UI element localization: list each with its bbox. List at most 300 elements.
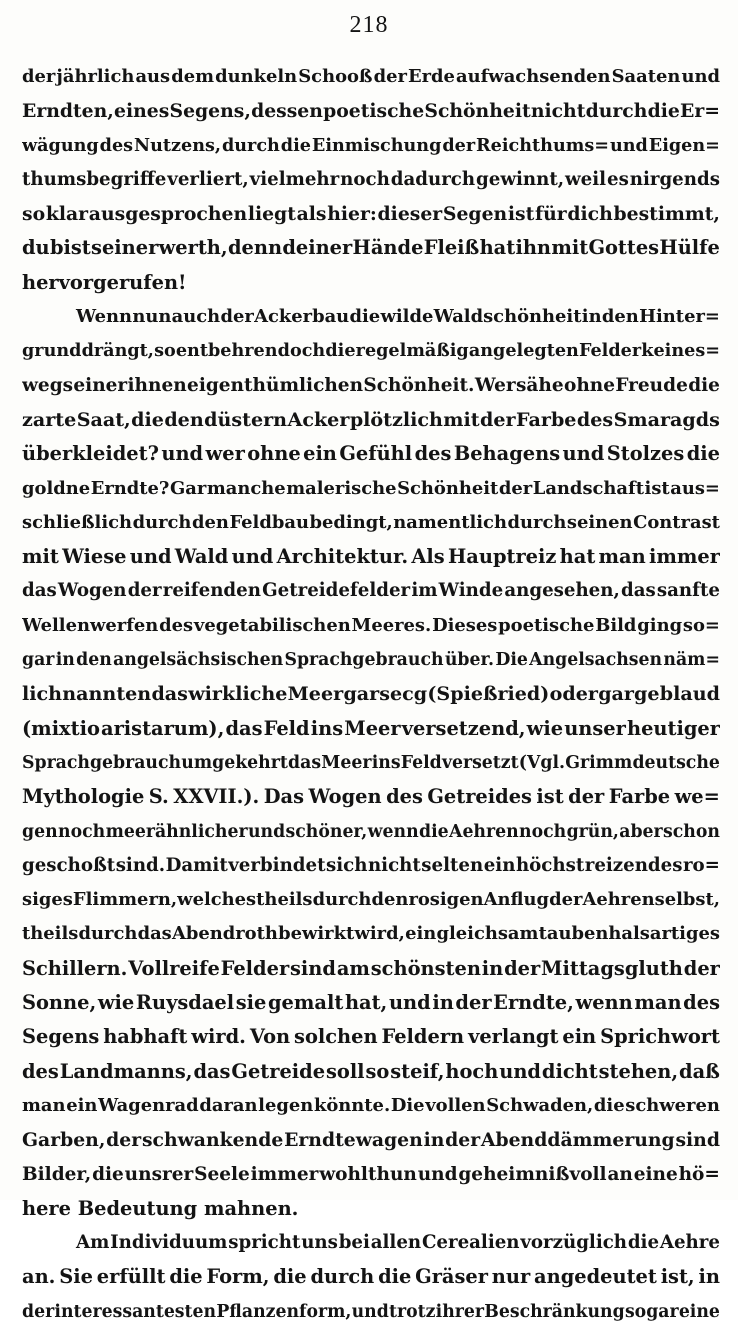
word: Reichthums= xyxy=(476,134,610,156)
word: durch xyxy=(132,511,192,533)
word: drängt, xyxy=(81,340,154,362)
word: plötzlich xyxy=(349,407,443,431)
word: der xyxy=(220,306,254,328)
word: die xyxy=(688,374,720,396)
word: habhaft xyxy=(103,1025,188,1049)
word: deutsche xyxy=(632,752,720,773)
text-line xyxy=(22,94,720,128)
word: in xyxy=(423,1129,445,1152)
word: die xyxy=(627,1232,660,1254)
word: wie xyxy=(97,991,135,1015)
word: ins xyxy=(310,716,344,740)
word: stehen, xyxy=(598,1059,679,1083)
text-line xyxy=(22,609,720,643)
word: sind xyxy=(290,956,336,980)
word: durch xyxy=(78,923,138,945)
word: (Vgl. xyxy=(518,752,566,773)
word: schwankende xyxy=(141,1129,284,1152)
word: Saat, xyxy=(76,407,131,431)
word: über. xyxy=(444,650,495,671)
word: welches xyxy=(177,889,257,911)
word: XXVII.). xyxy=(173,785,260,809)
word: der xyxy=(568,785,605,809)
word: vorzüglich xyxy=(520,1232,628,1254)
word: zarte xyxy=(22,407,77,431)
text-line xyxy=(22,815,720,849)
word: eigenthümlichen xyxy=(187,374,364,396)
word: Ackerbau xyxy=(254,306,350,328)
word: poetische xyxy=(323,100,425,123)
word: sie xyxy=(235,991,267,1015)
word: durch xyxy=(310,1265,375,1289)
word: Aehren xyxy=(582,889,655,911)
word: geheimnißvoll xyxy=(458,1163,607,1185)
word: Freude xyxy=(615,374,688,396)
word: interessantesten xyxy=(54,1301,217,1322)
word: Gottes xyxy=(588,236,660,260)
word: Wagenrad xyxy=(98,1094,199,1116)
word: im xyxy=(411,580,438,602)
word: ausgesprochen xyxy=(88,203,248,226)
word: Segen xyxy=(442,203,508,226)
word: Von xyxy=(249,1025,291,1049)
word: Stolzes xyxy=(606,442,685,466)
word: aufwachsenden xyxy=(456,66,611,87)
word: und xyxy=(681,66,720,87)
word: und xyxy=(562,442,605,466)
word: so xyxy=(365,1059,390,1083)
word: S. xyxy=(148,785,169,809)
page-number: 218 xyxy=(349,12,389,38)
word: bestimmt, xyxy=(613,203,720,226)
word: nirgends xyxy=(629,168,720,190)
word: der xyxy=(504,956,541,980)
text-line xyxy=(22,1089,720,1123)
text-line xyxy=(22,1295,720,1329)
word: dadurch xyxy=(390,168,476,190)
word: überkleidet? xyxy=(22,442,159,466)
word: Gefühl xyxy=(339,442,413,466)
word: Fleiß xyxy=(423,236,480,260)
word: man xyxy=(634,991,682,1015)
word: wird. xyxy=(191,1025,246,1049)
word: Das xyxy=(263,785,305,809)
word: gemalt xyxy=(268,991,344,1015)
word: Abenddämmerung xyxy=(480,1129,675,1152)
text-line xyxy=(22,780,720,814)
word: garge xyxy=(598,682,660,706)
word: Wogen xyxy=(308,785,382,809)
word: den xyxy=(601,306,639,328)
word: an xyxy=(607,1163,633,1185)
word: des xyxy=(576,407,614,431)
word: die xyxy=(273,1265,307,1289)
word: Schooß xyxy=(298,66,373,87)
word: Waldschönheit xyxy=(433,306,582,328)
word: hervorgerufen! xyxy=(22,270,187,294)
word: verliert, xyxy=(167,168,249,190)
text-line xyxy=(22,129,720,163)
word: Saaten xyxy=(611,66,681,87)
word: angesehen, xyxy=(504,580,620,602)
word: Abendroth xyxy=(171,923,278,945)
word: daß xyxy=(679,1059,720,1083)
word: hat xyxy=(479,236,516,260)
word: oder xyxy=(549,682,598,706)
word: man xyxy=(598,545,646,569)
word: so xyxy=(22,203,46,226)
word: Eigen= xyxy=(648,134,720,156)
word: Beschränkung xyxy=(484,1301,625,1322)
word: bei xyxy=(338,1232,370,1254)
text-line xyxy=(22,883,720,917)
word: Flimmern, xyxy=(72,889,178,911)
word: wegs xyxy=(22,374,74,396)
word: unser xyxy=(564,716,626,740)
word: Bedeutung xyxy=(77,1196,198,1220)
word: mahnen. xyxy=(203,1196,299,1220)
word: es xyxy=(607,168,629,190)
word: sich xyxy=(326,854,368,876)
word: und xyxy=(609,134,648,156)
word: regelmäßig xyxy=(355,340,469,362)
word: Sie xyxy=(59,1265,93,1289)
word: Dieses xyxy=(432,614,498,636)
word: seiner xyxy=(91,236,159,260)
word: des xyxy=(99,134,134,156)
word: aber xyxy=(619,821,663,842)
text-line xyxy=(22,986,720,1020)
word: dem xyxy=(171,66,215,87)
word: Schönheit xyxy=(397,477,499,499)
word: blaud xyxy=(659,682,720,706)
word: des xyxy=(414,442,452,466)
word: aus xyxy=(135,66,171,87)
word: der xyxy=(480,407,516,431)
word: ein xyxy=(562,1025,597,1049)
word: Wenn xyxy=(76,306,133,328)
word: des xyxy=(22,1059,59,1083)
word: grund xyxy=(22,340,82,362)
word: Getreide xyxy=(231,1059,326,1083)
word: erfüllt xyxy=(96,1265,166,1289)
word: Hände xyxy=(352,236,424,260)
word: als xyxy=(296,203,327,226)
word: angelegten xyxy=(468,340,579,362)
word: verbindet xyxy=(228,854,326,876)
word: dicht xyxy=(541,1059,598,1083)
word: versetzt xyxy=(441,752,519,773)
word: der xyxy=(683,956,720,980)
word: immer xyxy=(250,1163,319,1185)
word: ihn xyxy=(515,236,552,260)
word: Schillern. xyxy=(22,956,128,980)
word: Als xyxy=(411,545,445,569)
text-line xyxy=(22,917,720,951)
word: den xyxy=(371,889,409,911)
word: Gräser xyxy=(415,1265,488,1289)
text-line xyxy=(22,677,720,711)
word: (Spießried) xyxy=(427,682,550,706)
word: ein xyxy=(303,442,337,466)
word: schließlich xyxy=(22,511,133,533)
word: geschoßt xyxy=(22,854,116,876)
word: nun xyxy=(132,306,172,328)
word: nannten xyxy=(62,682,152,706)
word: Bilder, xyxy=(22,1163,92,1185)
word: Contrast xyxy=(633,511,720,533)
word: goldne xyxy=(22,477,91,499)
text-line xyxy=(22,712,720,746)
word: immer xyxy=(648,545,720,569)
word: gen xyxy=(22,821,58,842)
word: das xyxy=(193,1059,231,1083)
word: die xyxy=(92,1163,124,1185)
word: eine xyxy=(678,1301,720,1322)
word: Ruysdael xyxy=(135,991,235,1015)
word: gleichsam xyxy=(436,923,539,945)
word: wirkliche xyxy=(188,682,288,706)
word: Einmischung xyxy=(311,134,442,156)
word: gar xyxy=(22,650,55,671)
word: Segens xyxy=(22,1025,100,1049)
word: daran xyxy=(199,1094,258,1116)
word: ihnen xyxy=(127,374,187,396)
word: in xyxy=(432,991,454,1015)
word: mit xyxy=(551,236,589,260)
word: das xyxy=(22,580,57,602)
word: in xyxy=(481,956,504,980)
text-line xyxy=(22,369,720,403)
word: der xyxy=(106,1129,142,1152)
word: sind xyxy=(675,1129,720,1152)
word: weil xyxy=(565,168,607,190)
word: malerische xyxy=(286,477,397,499)
word: wägung xyxy=(22,134,99,156)
text-line xyxy=(22,231,720,265)
word: der xyxy=(445,1129,481,1152)
word: Feldbau xyxy=(229,511,309,533)
word: jährlich xyxy=(56,66,135,87)
word: die xyxy=(378,1265,412,1289)
word: schweren xyxy=(625,1094,720,1116)
word: Die xyxy=(495,650,528,671)
word: versetzend, xyxy=(401,716,526,740)
word: Wer xyxy=(474,374,516,396)
word: ins xyxy=(371,752,401,773)
word: Acker xyxy=(287,407,350,431)
text-line xyxy=(22,1226,720,1260)
word: der xyxy=(22,1301,55,1322)
word: Wogen xyxy=(57,580,127,602)
word: namentlich xyxy=(393,511,507,533)
word: die xyxy=(169,1265,203,1289)
word: sähe xyxy=(516,374,564,396)
word: garsecg xyxy=(343,682,428,706)
word: Farbe xyxy=(608,785,671,809)
word: gewinnt, xyxy=(476,168,565,190)
word: wilde xyxy=(380,306,434,328)
word: Feld xyxy=(400,752,442,773)
word: des xyxy=(386,785,423,809)
word: Landmanns, xyxy=(59,1059,193,1083)
word: für xyxy=(535,203,567,226)
word: den xyxy=(191,511,229,533)
word: hat, xyxy=(344,991,388,1015)
text-line xyxy=(22,1192,720,1226)
text-line xyxy=(22,574,720,608)
word: heutiger xyxy=(626,716,720,740)
word: umgekehrt xyxy=(181,752,288,773)
word: durch xyxy=(507,511,567,533)
word: hier: xyxy=(327,203,377,226)
word: auch xyxy=(171,306,221,328)
word: Erde xyxy=(407,66,455,87)
word: Am xyxy=(76,1232,110,1254)
word: liegt xyxy=(247,203,296,226)
word: vollen xyxy=(425,1094,486,1116)
word: das xyxy=(137,923,172,945)
word: Grimm xyxy=(565,752,633,773)
text-line xyxy=(22,266,720,300)
word: und xyxy=(161,442,204,466)
word: Wellenwerfen xyxy=(22,614,159,636)
word: ging xyxy=(637,614,683,636)
word: Schönheit. xyxy=(363,374,475,396)
word: Meeres. xyxy=(351,614,432,636)
word: seinen xyxy=(566,511,633,533)
word: ein xyxy=(66,1094,98,1116)
word: einer xyxy=(73,374,128,396)
word: angedeutet xyxy=(534,1265,657,1289)
word: vegetabilischen xyxy=(193,614,351,636)
word: Vollreife xyxy=(128,956,220,980)
word: die xyxy=(419,821,449,842)
word: und xyxy=(417,1163,458,1185)
word: nur xyxy=(491,1265,531,1289)
word: hat xyxy=(559,545,596,569)
word: Pflanzenform, xyxy=(216,1301,352,1322)
word: selbst, xyxy=(654,889,720,911)
word: bedingt, xyxy=(309,511,393,533)
word: düstern xyxy=(204,407,288,431)
text-line xyxy=(22,506,720,540)
word: Angelsachsen xyxy=(529,650,663,671)
word: thumsbegriffe xyxy=(22,168,167,190)
word: Erndte, xyxy=(493,991,574,1015)
word: grün, xyxy=(566,821,619,842)
word: Cerealien xyxy=(421,1232,520,1254)
text-line xyxy=(22,1020,720,1054)
word: das xyxy=(225,716,263,740)
word: und xyxy=(129,545,172,569)
word: wenn xyxy=(367,821,419,842)
word: ist xyxy=(644,477,670,499)
word: der xyxy=(373,66,407,87)
word: dunkeln xyxy=(215,66,298,87)
word: das xyxy=(620,580,656,602)
word: werth, xyxy=(158,236,228,260)
word: Aehren xyxy=(449,821,519,842)
word: Wiese xyxy=(62,545,127,569)
word: Hauptreiz xyxy=(447,545,557,569)
word: wird, xyxy=(354,923,405,945)
word: Nutzens, xyxy=(134,134,222,156)
word: trotz xyxy=(389,1301,436,1322)
text-line xyxy=(22,952,720,986)
word: Die xyxy=(390,1094,425,1116)
word: Aehre xyxy=(659,1232,720,1254)
word: rosigen xyxy=(408,889,484,911)
word: den xyxy=(164,407,204,431)
word: klar xyxy=(45,203,89,226)
word: in xyxy=(55,650,75,671)
word: könnte. xyxy=(313,1094,391,1116)
word: uns xyxy=(301,1232,338,1254)
text-line xyxy=(22,1123,720,1157)
word: ein xyxy=(483,854,516,876)
word: theils xyxy=(256,889,313,911)
text-line xyxy=(22,1055,720,1089)
word: in xyxy=(698,1265,720,1289)
word: allen xyxy=(370,1232,422,1254)
text-line xyxy=(22,472,720,506)
word: Garben, xyxy=(22,1129,106,1152)
word: Felder xyxy=(220,956,290,980)
word: Schwaden, xyxy=(486,1094,594,1116)
word: das xyxy=(151,682,188,706)
word: reizendes xyxy=(584,854,683,876)
word: verlangt xyxy=(468,1025,559,1049)
text-line xyxy=(22,849,720,883)
word: die xyxy=(280,134,311,156)
text-line xyxy=(22,1158,720,1192)
text-line xyxy=(22,437,720,471)
word: angelsächsischen xyxy=(113,650,284,671)
text-line xyxy=(22,403,720,437)
word: Seele xyxy=(194,1163,250,1185)
word: Feld xyxy=(263,716,310,740)
word: so= xyxy=(682,614,720,636)
word: du xyxy=(22,236,50,260)
word: Form, xyxy=(206,1265,270,1289)
word: mit xyxy=(443,407,480,431)
word: ohne xyxy=(247,442,301,466)
word: Bild xyxy=(595,614,637,636)
word: aristarum), xyxy=(101,716,225,740)
word: Meer xyxy=(321,752,372,773)
text-line xyxy=(22,746,720,780)
word: die xyxy=(686,442,720,466)
word: eines xyxy=(114,100,170,123)
word: und xyxy=(231,545,274,569)
word: entbehren xyxy=(175,340,278,362)
word: des xyxy=(159,614,194,636)
word: ist, xyxy=(660,1265,695,1289)
word: Feldern xyxy=(381,1025,465,1049)
word: der xyxy=(127,580,162,602)
word: und xyxy=(388,991,431,1015)
word: taubenhalsartiges xyxy=(538,923,720,945)
word: nicht xyxy=(530,100,586,123)
word: am xyxy=(336,956,370,980)
word: in xyxy=(581,306,602,328)
text-line xyxy=(22,197,720,231)
word: durch xyxy=(312,889,372,911)
word: des xyxy=(683,991,720,1015)
text-line xyxy=(22,300,720,334)
word: Landschaft xyxy=(532,477,644,499)
